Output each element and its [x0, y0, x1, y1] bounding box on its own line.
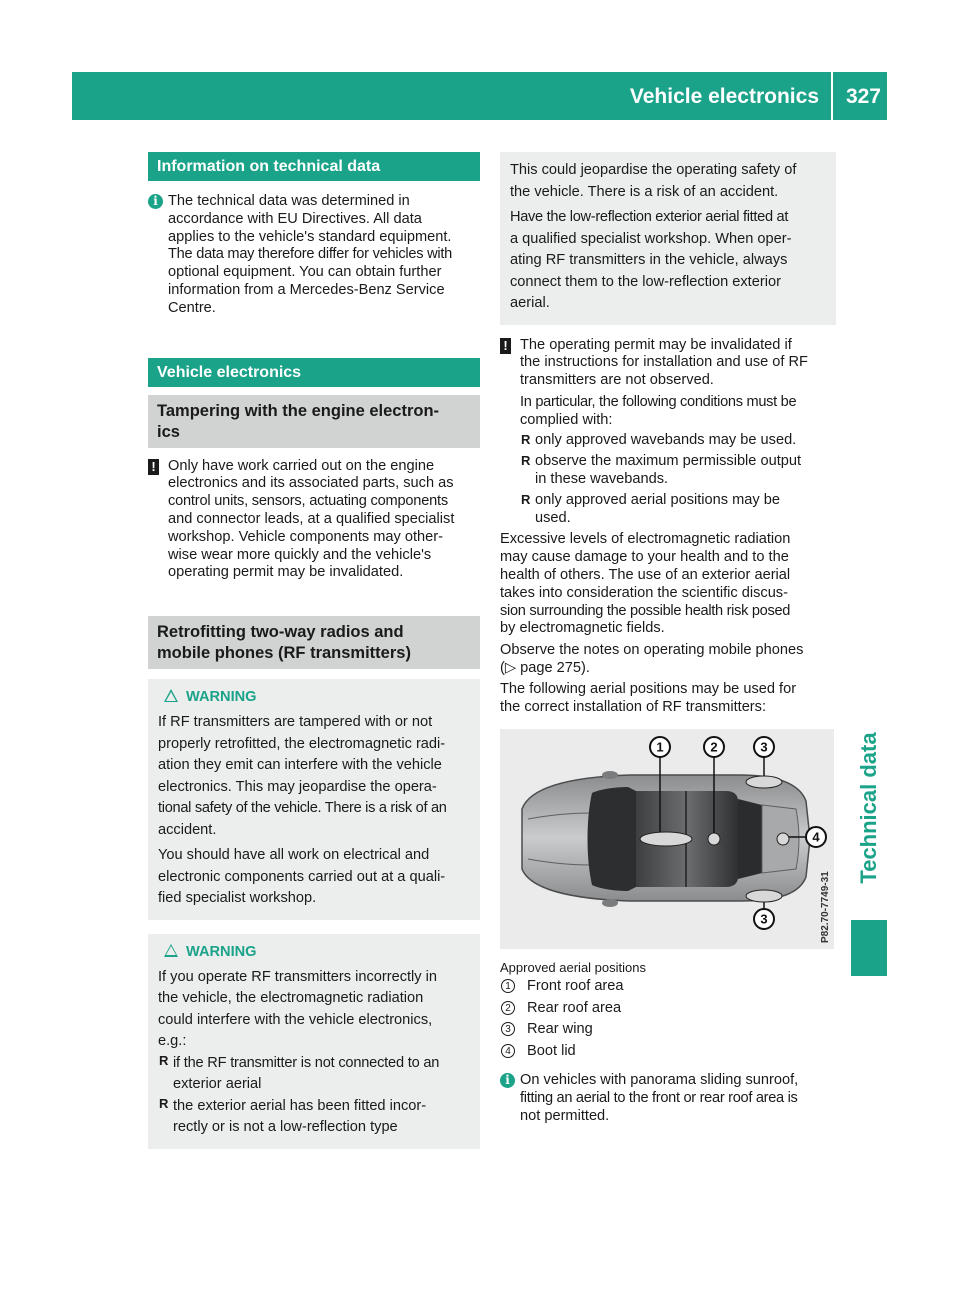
text-line: accident.	[158, 821, 217, 838]
text-line: Centre.	[168, 299, 216, 316]
text-line: optional equipment. You can obtain further	[168, 264, 442, 281]
warning-header	[158, 687, 470, 708]
text-line: takes into consideration the scientific discus-	[500, 584, 788, 601]
bullet-marker: R	[159, 1052, 169, 1068]
text-line: rectly or is not a low-reflection type	[173, 1119, 398, 1136]
text-line: health of others. The use of an exterior aerial	[500, 567, 791, 584]
legend-item	[500, 998, 836, 1020]
paragraph-following	[500, 681, 836, 717]
text-line: the vehicle. There is a risk of an accident.	[510, 183, 779, 200]
warning-triangle-icon	[164, 689, 178, 702]
text-line: only approved aerial positions may be	[535, 491, 780, 508]
legend-label: Rear wing	[527, 1021, 593, 1038]
text-line: tional safety of the vehicle. There is a risk of an	[158, 800, 447, 817]
text-line: applies to the vehicle's standard equipment.	[168, 228, 452, 245]
legend-label: Front roof area	[527, 978, 624, 995]
text-line: if the RF transmitter is not connected to an	[173, 1054, 440, 1071]
warning-box-1	[148, 679, 480, 920]
text-line: aerial.	[510, 295, 550, 311]
legend-label: Boot lid	[527, 1042, 576, 1059]
text-line: wise wear more quickly and the vehicle's	[168, 546, 432, 563]
page-number: 327	[845, 85, 881, 108]
warning-label: WARNING	[186, 689, 257, 706]
legend-number: 4	[501, 1044, 515, 1058]
legend-number: 3	[501, 1022, 515, 1036]
text-line: The technical data was determined in	[168, 193, 410, 209]
paragraph-excessive	[500, 531, 836, 638]
heading-technical-data: Information on technical data	[148, 152, 480, 181]
car-top-view-illustration	[500, 729, 834, 949]
text-line: The data may therefore differ for vehicles with	[168, 246, 453, 263]
warning-box-2	[148, 934, 480, 1149]
bullet-marker: R	[159, 1095, 169, 1111]
figure-caption: Approved aerial positions	[500, 960, 646, 976]
text-line: used.	[535, 509, 571, 526]
callout-label: 4	[812, 829, 820, 845]
left-column	[148, 152, 480, 1149]
side-tab-label: Technical data	[856, 732, 881, 884]
bullet-item	[520, 492, 836, 528]
text-line: If you operate RF transmitters incorrectly in	[158, 968, 437, 985]
heading-retrofitting	[148, 616, 480, 669]
text-line: the correct installation of RF transmitters:	[500, 698, 767, 715]
heading-tampering	[148, 395, 480, 448]
info-technical-data	[148, 193, 480, 318]
text-line: observe the maximum permissible output	[535, 453, 802, 470]
legend-label: Rear roof area	[527, 999, 622, 1016]
text-line: sion surrounding the possible health risk posed	[500, 602, 791, 619]
text-line: accordance with EU Directives. All data	[168, 210, 422, 227]
text-line: a qualified specialist workshop. When oper-	[510, 230, 792, 247]
info-icon: i	[148, 194, 163, 209]
bullet-item	[520, 453, 836, 489]
rear-wing-marker	[746, 890, 782, 902]
aerial-positions-figure	[500, 729, 834, 949]
side-tab-marker	[851, 920, 887, 976]
header-title: Vehicle electronics	[629, 85, 819, 108]
legend-item	[500, 1041, 836, 1063]
page-reference-link[interactable]: (▷ page 275).	[500, 660, 590, 677]
right-column	[500, 152, 836, 1126]
text-line: connect them to the low-reflection exterior	[510, 273, 781, 290]
text-line: This could jeopardise the operating safety of	[510, 162, 797, 178]
legend-item	[500, 976, 836, 998]
callout-label: 2	[710, 739, 718, 755]
note-operating-permit	[500, 337, 836, 528]
text-line: fied specialist workshop.	[158, 890, 317, 907]
text-line: Excessive levels of electromagnetic radiation	[500, 531, 791, 548]
bullet-item	[520, 432, 836, 450]
callout-3-bottom	[754, 909, 774, 929]
bullet-marker: R	[521, 453, 531, 469]
text-line: fitting an aerial to the front or rear roof area is	[520, 1090, 798, 1107]
text-line: The operating permit may be invalidated if	[520, 336, 792, 353]
bullet-item	[158, 1053, 470, 1096]
bullet-marker: R	[521, 432, 531, 448]
callout-1	[650, 737, 670, 757]
rear-wing-marker	[746, 776, 782, 788]
heading-line: Retrofitting two-way radios and	[157, 623, 404, 642]
text-line: In particular, the following conditions must be	[520, 393, 797, 410]
header-divider	[831, 72, 833, 120]
text-line: ation they emit can interfere with the vehicle	[158, 757, 442, 774]
text-line: The following aerial positions may be used for	[500, 680, 797, 697]
text-line: in these wavebands.	[535, 471, 669, 488]
side-tab	[851, 726, 887, 890]
callout-2	[704, 737, 724, 757]
heading-vehicle-electronics: Vehicle electronics	[148, 358, 480, 387]
legend-number: 2	[501, 1001, 515, 1015]
boot-lid-marker	[777, 833, 789, 845]
paragraph-observe	[500, 642, 836, 678]
text-line: may cause damage to your health and to the	[500, 549, 789, 566]
callout-3-top	[754, 737, 774, 757]
text-line: electronics. This may jeopardise the opera-	[158, 778, 437, 795]
text-line: You should have all work on electrical and	[158, 847, 430, 864]
text-line: not permitted.	[520, 1108, 610, 1125]
text-line: complied with:	[520, 411, 613, 428]
text-line: operating permit may be invalidated.	[168, 564, 404, 581]
info-panorama-sunroof	[500, 1072, 836, 1125]
text-line: exterior aerial	[173, 1076, 262, 1093]
text-line: properly retrofitted, the electromagnetic radi-	[158, 735, 446, 752]
warning-continuation-box	[500, 152, 836, 325]
warning-header	[158, 942, 470, 963]
legend-number: 1	[501, 979, 515, 993]
text-line: only approved wavebands may be used.	[535, 432, 797, 449]
callout-label: 3	[760, 911, 768, 927]
text-line: Observe the notes on operating mobile phones	[500, 642, 804, 659]
text-line: could interfere with the vehicle electronics,	[158, 1011, 433, 1028]
callout-label: 1	[656, 739, 664, 755]
rear-roof-area-marker	[708, 833, 720, 845]
warning-triangle-icon	[164, 944, 178, 957]
text-line: the exterior aerial has been fitted incor-	[173, 1097, 427, 1114]
info-icon: i	[500, 1073, 515, 1088]
text-line: and connector leads, at a qualified specialist	[168, 510, 455, 527]
text-line: transmitters are not observed.	[520, 372, 714, 389]
text-line: the vehicle, the electromagnetic radiation	[158, 990, 424, 1007]
text-line: electronics and its associated parts, such as	[168, 475, 454, 492]
text-line: control units, sensors, actuating components	[168, 493, 448, 510]
text-line: by electromagnetic fields.	[500, 620, 665, 637]
text-line: information from a Mercedes-Benz Service	[168, 281, 445, 298]
callout-4	[806, 827, 826, 847]
text-line: If RF transmitters are tampered with or not	[158, 714, 433, 731]
text-line: e.g.:	[158, 1033, 187, 1050]
text-line: Have the low-reflection exterior aerial fitted at	[510, 209, 789, 225]
page-header	[72, 72, 887, 120]
legend-list	[500, 976, 836, 1062]
exclamation-icon: !	[500, 338, 511, 354]
bullet-item	[158, 1096, 470, 1139]
front-roof-area-marker	[640, 832, 692, 846]
text-line: electronic components carried out at a quali-	[158, 868, 446, 885]
text-line: ating RF transmitters in the vehicle, always	[510, 252, 788, 268]
bullet-marker: R	[521, 491, 531, 507]
warning-label: WARNING	[186, 943, 257, 960]
heading-line: ics	[157, 422, 180, 441]
heading-line: Tampering with the engine electron-	[157, 401, 440, 420]
text-line: workshop. Vehicle components may other-	[168, 528, 443, 545]
heading-line: mobile phones (RF transmitters)	[157, 644, 411, 663]
note-tampering	[148, 458, 480, 583]
figure-code: P82.70-7749-31	[820, 871, 831, 944]
exclamation-icon: !	[148, 459, 159, 475]
callout-label: 3	[760, 739, 768, 755]
text-line: Only have work carried out on the engine	[168, 457, 435, 474]
text-line: On vehicles with panorama sliding sunroof,	[520, 1072, 799, 1089]
legend-item	[500, 1019, 836, 1041]
text-line: the instructions for installation and use of RF	[520, 354, 808, 371]
